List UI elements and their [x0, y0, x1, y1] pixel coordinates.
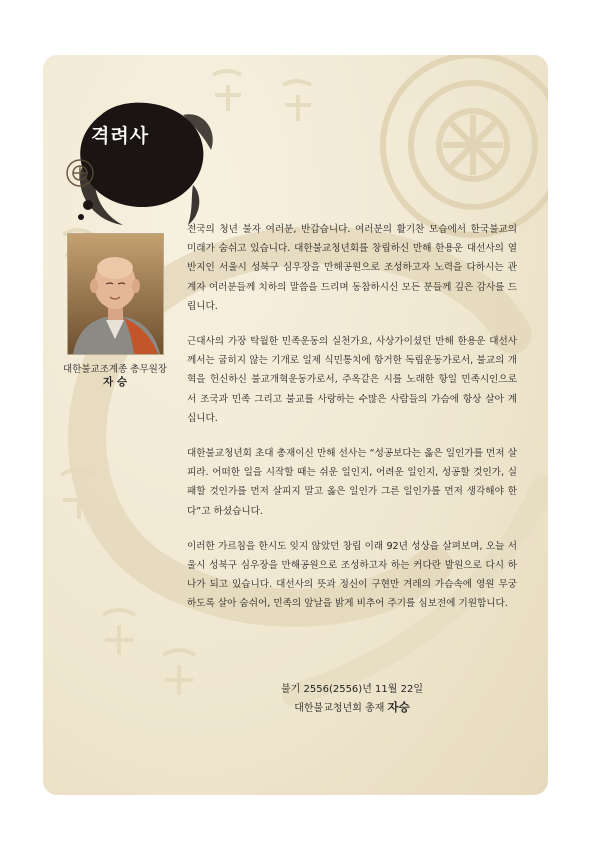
signature-date: 불기 2556(2556)년 11월 22일: [281, 684, 423, 695]
letter-body: [187, 220, 517, 630]
photo-caption-name: 자 승: [103, 376, 127, 388]
paragraph: 근대사의 가장 탁월한 민족운동의 실천가요, 사상가이셨던 만해 한용운 대선사께서는 굽히지 않는 기개로 일제 식민통치에 항거한 독립운동가로서, 불교의 개혁을 헌신하신 불교개혁운동가로서, 주옥같은 시를 노래한 항일 민족시인으로서 조국과 민족 그리고 불교를 사랑하는 수많은 사람들의 가슴에 항상 살아 계십니다.: [187, 336, 517, 424]
paragraph: 대한불교청년회 초대 총재이신 만해 선사는 “성공보다는 옳은 일인가를 먼저 살피라. 어떠한 일을 시작할 때는 쉬운 일인지, 어려운 일인지, 성공할 것인가, 실패할 것인가를 먼저 살피지 말고 옳은 일인가 그른 일인가를 먼저 생각해야 한다”고 하셨습니다.: [187, 448, 517, 517]
portrait-photo: [67, 233, 164, 355]
page-title: 격려사: [91, 125, 150, 147]
ornament-icon: [383, 55, 548, 235]
signature-line: [187, 699, 517, 715]
paragraph: 전국의 청년 불자 여러분, 반갑습니다. 여러분의 활기찬 모습에서 한국불교의 미래가 숨쉬고 있습니다. 대한불교청년회를 창립하신 만해 한용운 대선사의 열반지인 서울시 성북구 심우장을 만해공원으로 조성하고자 노력을 다하시는 관계자 여러분들께 치하의 말씀을 드리며 동참하시신 모든 분들께 깊은 감사를 드립니다.: [187, 224, 517, 312]
signature-name: 자승: [387, 700, 410, 714]
signature-org: 대한불교청년회 총재: [294, 703, 388, 714]
portrait-icon: [68, 234, 163, 354]
paragraph: 이러한 가르침을 한시도 잊지 않았던 창립 이래 92년 성상을 살펴보며, 오늘 서울시 성북구 심우장을 만해공원으로 조성하고자 하는 커다란 발원으로 다시 하나가 되고 있습니다. 대선사의 뜻과 정신이 구현만 겨레의 가슴속에 영원 무궁하도록 살아 숨쉬어, 민족의 앞날을 밝게 비추어 주기를 심보전에 기원합니다.: [187, 540, 517, 610]
photo-caption-role: 대한불교조계종 총무원장: [63, 364, 167, 375]
